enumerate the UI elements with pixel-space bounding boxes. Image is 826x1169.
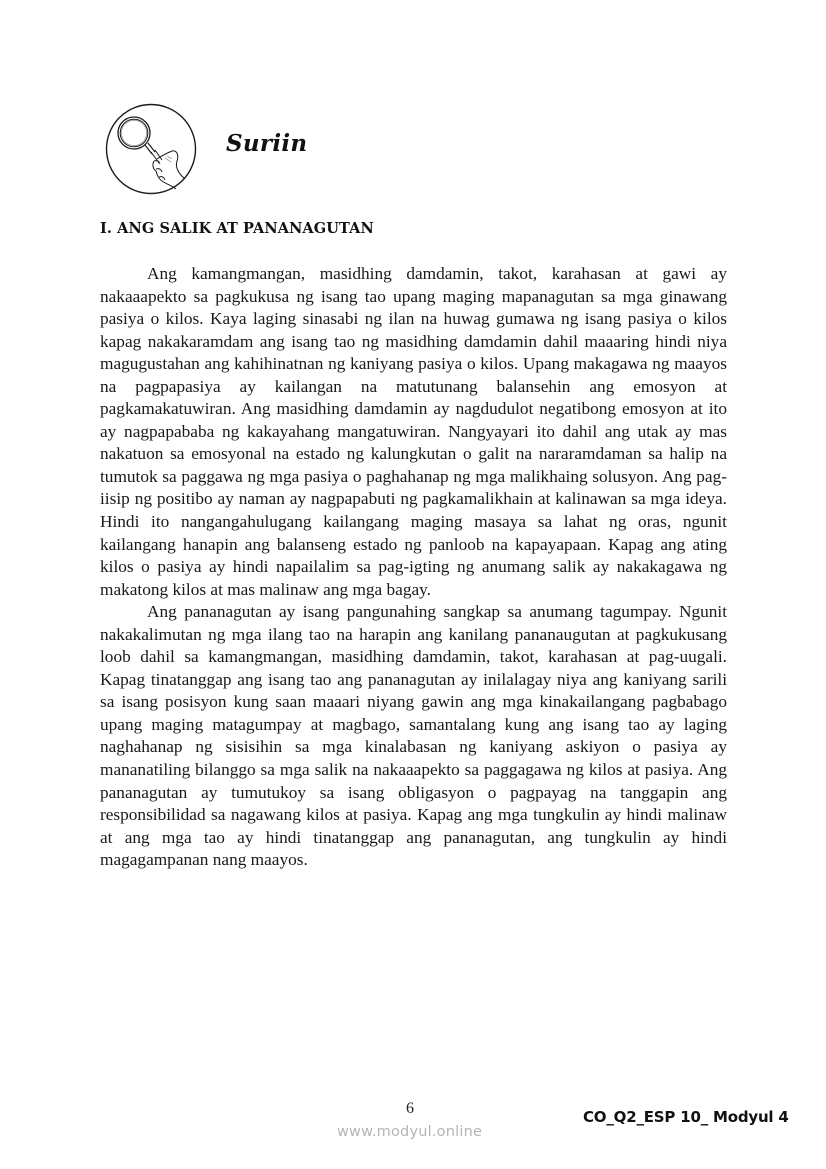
section-heading: I. ANG SALIK AT PANANAGUTAN [100, 220, 374, 237]
module-code: CO_Q2_ESP 10_ Modyul 4 [583, 1108, 789, 1126]
page-number: 6 [406, 1100, 414, 1117]
magnifying-glass-hand-icon [105, 103, 197, 195]
body-text [100, 263, 727, 872]
watermark-link[interactable]: www.modyul.online [337, 1124, 483, 1140]
paragraph: Ang kamangmangan, masidhing damdamin, takot, karahasan at gawi ay nakaaapekto sa pagkukusa ng isang tao upang maging mapanagutan sa mga ginawang pasiya o kilos. Kaya laging sinasabi ng ilan na huwag gumawa ng isang pasiya o kilos kapag nakakaramdam ang isang tao ng masidhing damdamin dahil maaaring hindi niya magugustahan ang kahihinatnan ng kaniyang pasiya o kilos. Upang makagawa ng maayos na pagpapasiya ay kailangan na matutunang balansehin ang emosyon at pagkamakatuwiran. Ang masidhing damdamin ay nagdudulot negatibong emosyon at ito ay nagpapababa ng kakayahang mangatuwiran. Nangyayari ito dahil ang utak ay mas nakatuon sa emosyonal na estado ng kalungkutan o galit na nararamdaman sa halip na tumutok sa paggawa ng mga pasiya o paghahanap ng mga malikhaing solusyon. Ang pag-iisip ng positibo ay naman ay nagpapabuti ng pagkamalikhain at kalinawan sa mga ideya. Hindi ito nangangahulugang kailangang maging masaya sa lahat ng oras, ngunit kailangang hanapin ang balanseng estado ng panloob na kapayapaan. Kapag ang ating kilos o pasiya ay hindi napailalim sa pag-igting ng anumang salik ay nakakagawa ng makatong kilos at mas malinaw ang mga bagay. [100, 264, 727, 599]
paragraph: Ang pananagutan ay isang pangunahing sangkap sa anumang tagumpay. Ngunit nakakalimutan ng mga ilang tao na harapin ang kanilang pananaugutan at pagkukusang loob dahil sa kamangmangan, masidhing damdamin, takot, karahasan at pag-uugali. Kapag tinatanggap ang isang tao ang pananagutan ay inilalagay niya ang kaniyang sarili sa isang posisyon kung saan maaari niyang gawin ang mga kinakailangang pagbabago upang maging matagumpay at magbago, samantalang kung ang isang tao ay laging naghahanap ng sisisihin sa mga kinalabasan ng kaniyang askiyon o pasiya ay mananatiling bilanggo sa mga salik na nakaaapekto sa paggagawa ng kilos at pasiya. Ang pananagutan ay tumutukoy sa isang obligasyon o pagpayag na tanggapin ang responsibilidad sa nagawang kilos at pasiya. Kapag ang mga tungkulin ay hindi malinaw at ang mga tao ay hindi tinatanggap ang pananagutan, ang tungkulin ay hindi magagampanan nang maayos. [100, 602, 727, 870]
section-title: Suriin [226, 130, 308, 157]
